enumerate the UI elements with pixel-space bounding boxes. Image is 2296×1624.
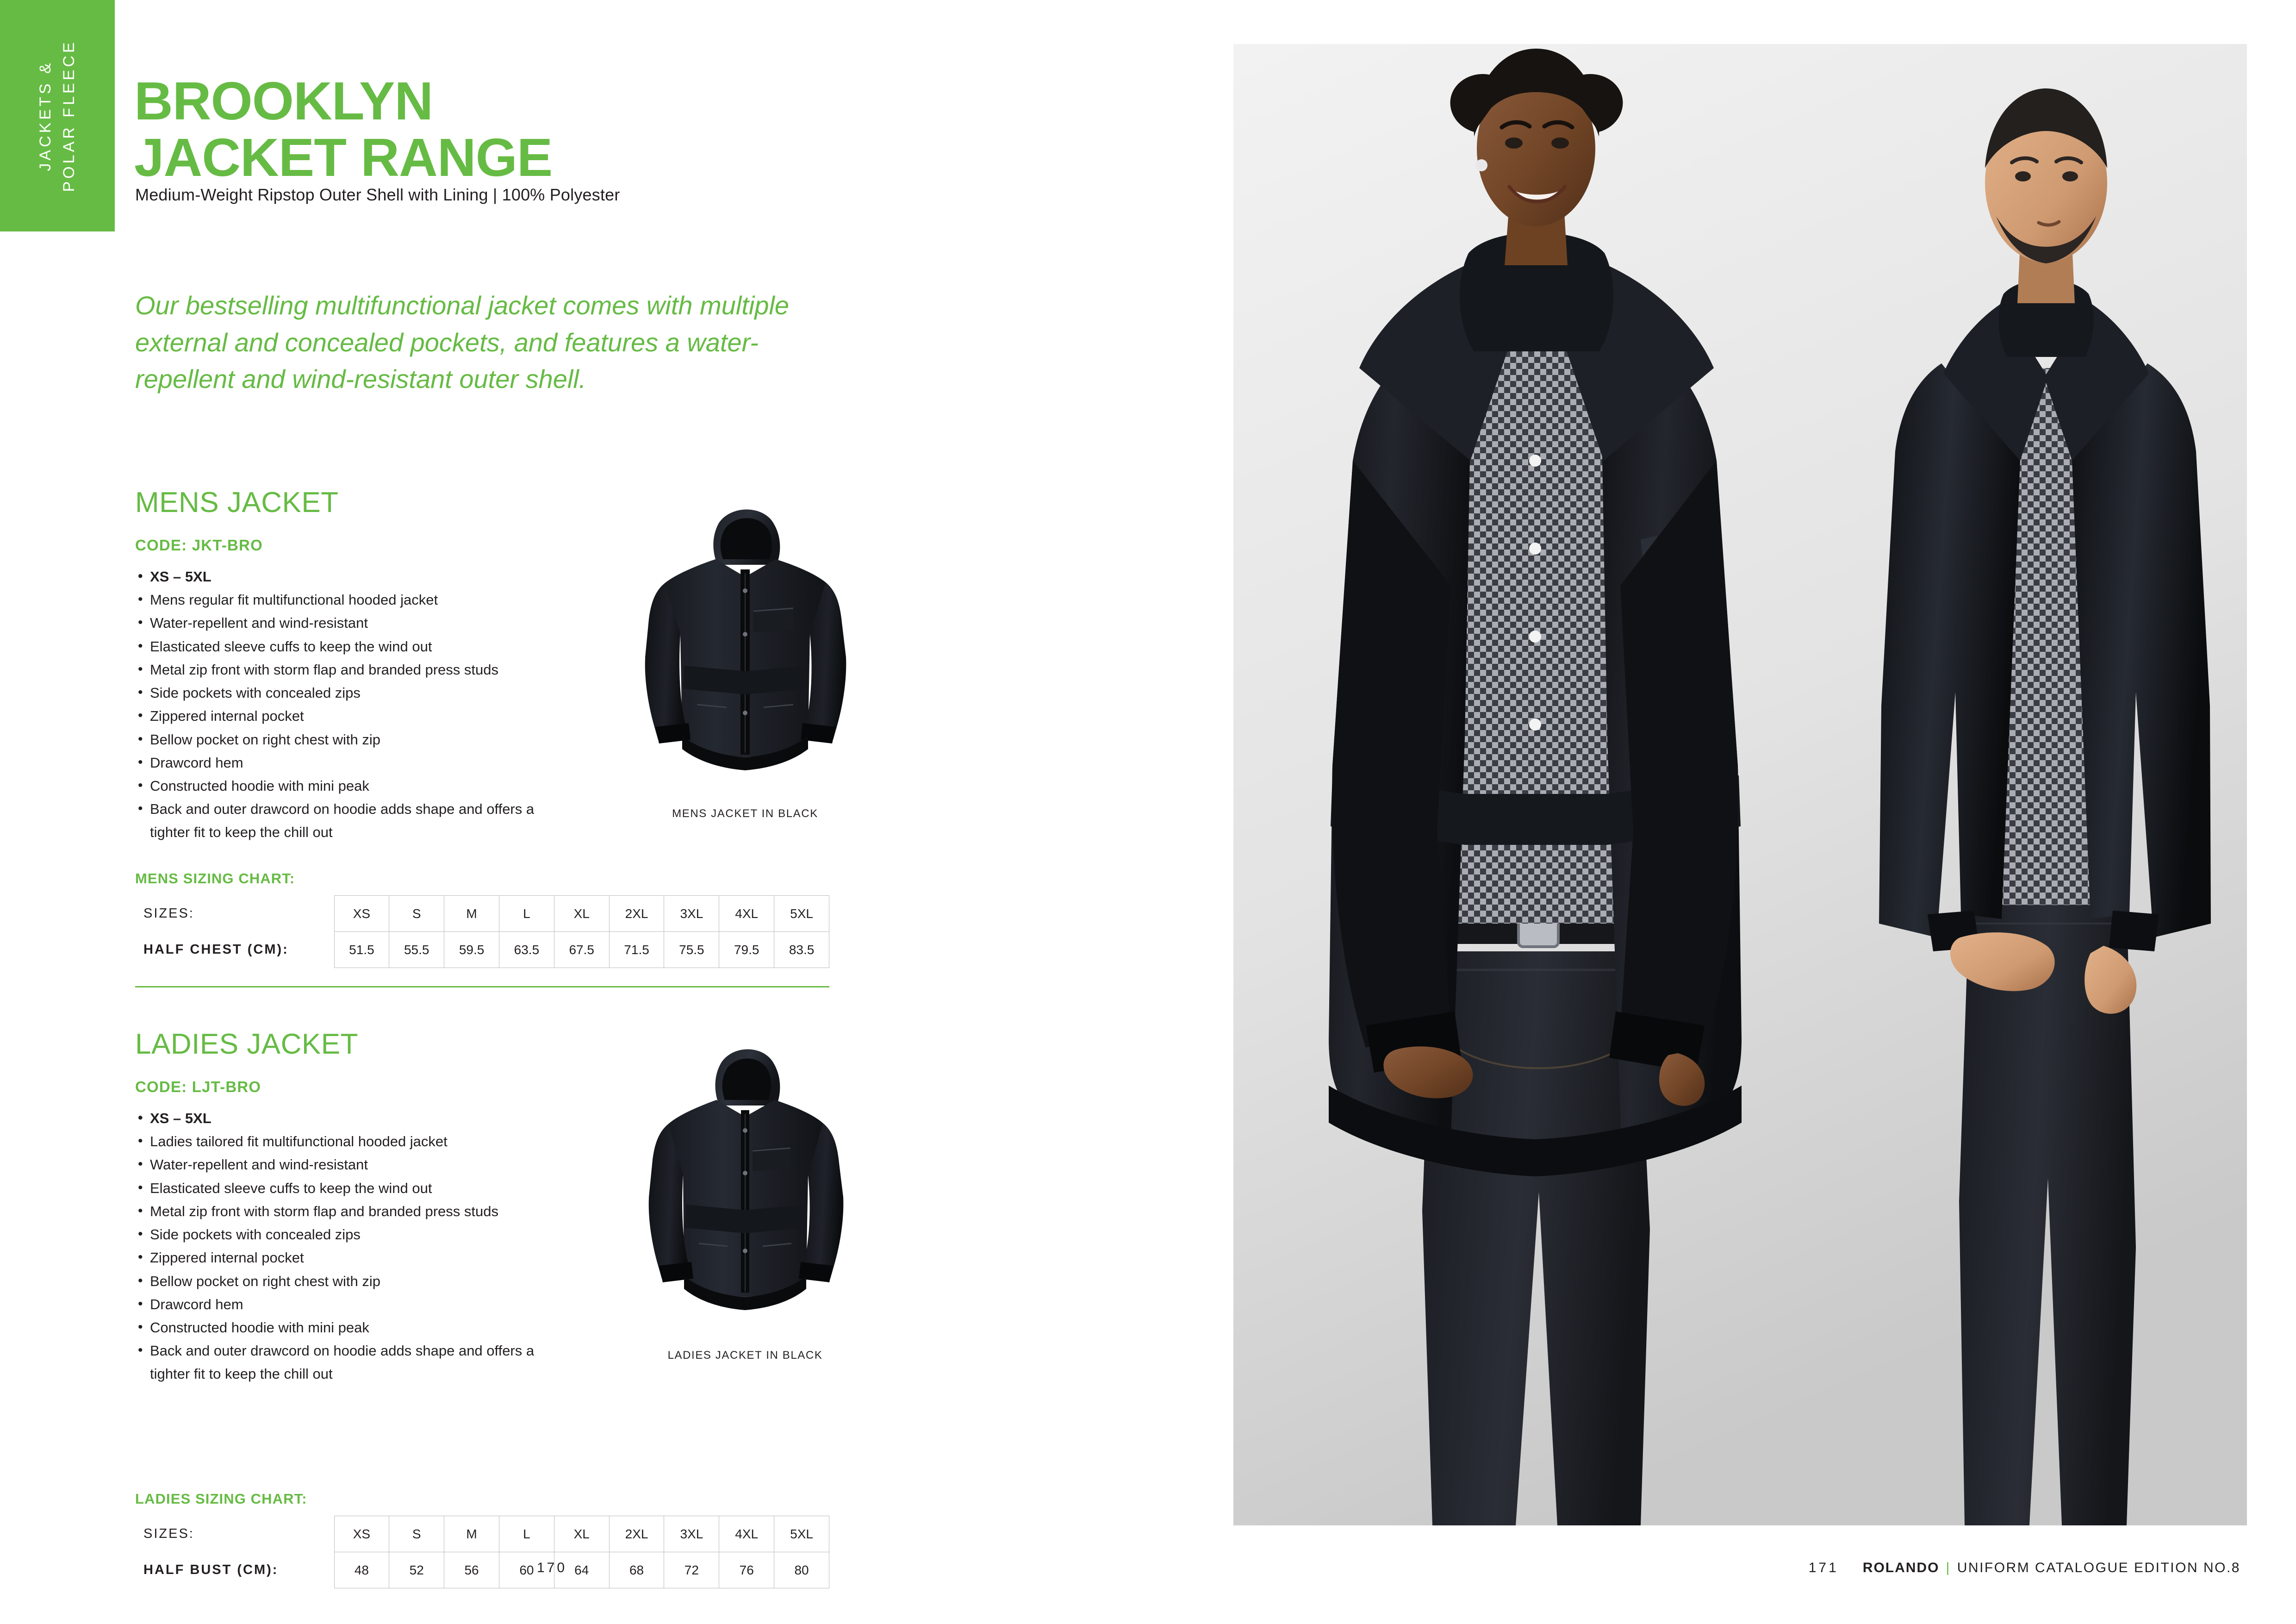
list-item: • Bellow pocket on right chest with zip: [134, 1270, 560, 1293]
product-photo: [1233, 44, 2247, 1525]
sizing-chart-ladies: [134, 1491, 1014, 1588]
product-image-ladies: [606, 1037, 884, 1362]
measurement-cell: 83.5: [774, 932, 829, 968]
size-cell: L: [499, 896, 554, 932]
list-item: • Back and outer drawcord on hoodie adds shape and offers a tighter fit to keep the chill out: [134, 1339, 560, 1386]
size-cell: 4XL: [719, 896, 774, 932]
measurement-cell: 64: [554, 1552, 609, 1588]
brand-name: ROLANDO: [1862, 1560, 1940, 1575]
size-cell: 3XL: [664, 896, 719, 932]
list-item: • Mens regular fit multifunctional hooded jacket: [134, 588, 560, 612]
table-row: [135, 1516, 829, 1552]
size-cell: 5XL: [774, 1516, 829, 1552]
intro-paragraph: Our bestselling multifunctional jacket comes with multiple external and concealed pockets, and features a water-repellent and wind-resistant outer shell.: [135, 291, 790, 394]
left-page-content: [134, 0, 1014, 1624]
table-row: [135, 932, 829, 968]
list-item: • Drawcord hem: [134, 751, 560, 775]
size-cell: L: [499, 1516, 554, 1552]
measurement-cell: 80: [774, 1552, 829, 1588]
list-item: • Metal zip front with storm flap and branded press studs: [134, 658, 560, 681]
measurement-cell: 56: [444, 1552, 499, 1588]
size-cell: S: [389, 1516, 444, 1552]
sizing-chart-title-ladies: LADIES SIZING CHART:: [135, 1491, 307, 1507]
product-block-mens: [134, 486, 1014, 957]
list-item: • Back and outer drawcord on hoodie adds shape and offers a tighter fit to keep the chill out: [134, 798, 560, 844]
measurement-cell: 76: [719, 1552, 774, 1588]
list-item: • Metal zip front with storm flap and branded press studs: [134, 1200, 560, 1223]
measurement-row-label: HALF BUST (CM):: [135, 1552, 334, 1588]
list-item: • Drawcord hem: [134, 1293, 560, 1316]
measurement-cell: 75.5: [664, 932, 719, 968]
measurement-cell: 72: [664, 1552, 719, 1588]
size-cell: 2XL: [609, 896, 664, 932]
product-image-caption-ladies: LADIES JACKET IN BLACK: [667, 1349, 823, 1362]
list-item: • Zippered internal pocket: [134, 1246, 560, 1269]
section-tab-line1: JACKETS &: [37, 60, 54, 171]
measurement-cell: 51.5: [334, 932, 389, 968]
list-item: • Bellow pocket on right chest with zip: [134, 728, 560, 751]
table-row: [135, 896, 829, 932]
sizing-table-ladies: [135, 1516, 829, 1588]
list-item: • Side pockets with concealed zips: [134, 1223, 560, 1246]
sizing-chart-title-mens: MENS SIZING CHART:: [135, 870, 295, 887]
page-title-line2: JACKET RANGE: [134, 127, 553, 187]
list-item: • Water-repellent and wind-resistant: [134, 1153, 560, 1176]
product-features-ladies: [134, 1107, 560, 1386]
section-divider: [135, 986, 829, 987]
list-item: • XS – 5XL: [134, 1107, 560, 1130]
measurement-cell: 68: [609, 1552, 664, 1588]
list-item: • Constructed hoodie with mini peak: [134, 775, 560, 798]
list-item: • Elasticated sleeve cuffs to keep the wind out: [134, 1177, 560, 1200]
page-number-left: 170: [537, 1560, 567, 1575]
section-tab-label: [34, 40, 81, 192]
measurement-cell: 79.5: [719, 932, 774, 968]
footer-separator: |: [1946, 1560, 1951, 1575]
product-code-mens: CODE: JKT-BRO: [135, 537, 263, 554]
list-item: • Water-repellent and wind-resistant: [134, 612, 560, 635]
list-item: • XS – 5XL: [134, 565, 560, 588]
section-tab-line2: POLAR FLEECE: [60, 39, 78, 192]
product-heading-mens: MENS JACKET: [135, 487, 339, 518]
page-number-right: 171: [1808, 1560, 1839, 1575]
size-cell: 3XL: [664, 1516, 719, 1552]
size-cell: XL: [554, 1516, 609, 1552]
size-cell: XS: [334, 1516, 389, 1552]
list-item: • Side pockets with concealed zips: [134, 681, 560, 705]
page-title-line1: BROOKLYN: [134, 70, 433, 131]
size-cell: 5XL: [774, 896, 829, 932]
sizing-chart-mens: [134, 870, 1014, 968]
jacket-illustration-mens: [606, 495, 884, 801]
footer-right: [1809, 1560, 2240, 1576]
size-cell: 4XL: [719, 1516, 774, 1552]
sizes-row-label: SIZES:: [135, 1516, 334, 1552]
size-cell: XL: [554, 896, 609, 932]
product-features-mens: [134, 565, 560, 844]
size-cell: 2XL: [609, 1516, 664, 1552]
size-cell: M: [444, 896, 499, 932]
measurement-cell: 59.5: [444, 932, 499, 968]
product-image-caption-mens: MENS JACKET IN BLACK: [672, 807, 818, 820]
list-item: • Elasticated sleeve cuffs to keep the wind out: [134, 635, 560, 658]
section-tab: [0, 0, 115, 231]
measurement-cell: 52: [389, 1552, 444, 1588]
page-title: [134, 70, 553, 187]
measurement-cell: 55.5: [389, 932, 444, 968]
jacket-illustration-ladies: [606, 1037, 884, 1343]
measurement-cell: 60: [499, 1552, 554, 1588]
size-cell: XS: [334, 896, 389, 932]
measurement-cell: 71.5: [609, 932, 664, 968]
measurement-cell: 67.5: [554, 932, 609, 968]
list-item: • Zippered internal pocket: [134, 705, 560, 728]
list-item: • Constructed hoodie with mini peak: [134, 1316, 560, 1339]
table-row: [135, 1552, 829, 1588]
size-cell: S: [389, 896, 444, 932]
product-image-mens: [606, 495, 884, 820]
measurement-row-label: HALF CHEST (CM):: [135, 932, 334, 968]
measurement-cell: 63.5: [499, 932, 554, 968]
sizing-table-mens: [135, 895, 829, 968]
page-subtitle: Medium-Weight Ripstop Outer Shell with Lining | 100% Polyester: [135, 185, 620, 204]
product-heading-ladies: LADIES JACKET: [135, 1028, 358, 1060]
list-item: • Ladies tailored fit multifunctional hooded jacket: [134, 1130, 560, 1153]
size-cell: M: [444, 1516, 499, 1552]
product-code-ladies: CODE: LJT-BRO: [135, 1078, 261, 1095]
sizes-row-label: SIZES:: [135, 896, 334, 932]
catalogue-edition: UNIFORM CATALOGUE EDITION NO.8: [1957, 1560, 2240, 1575]
measurement-cell: 48: [334, 1552, 389, 1588]
